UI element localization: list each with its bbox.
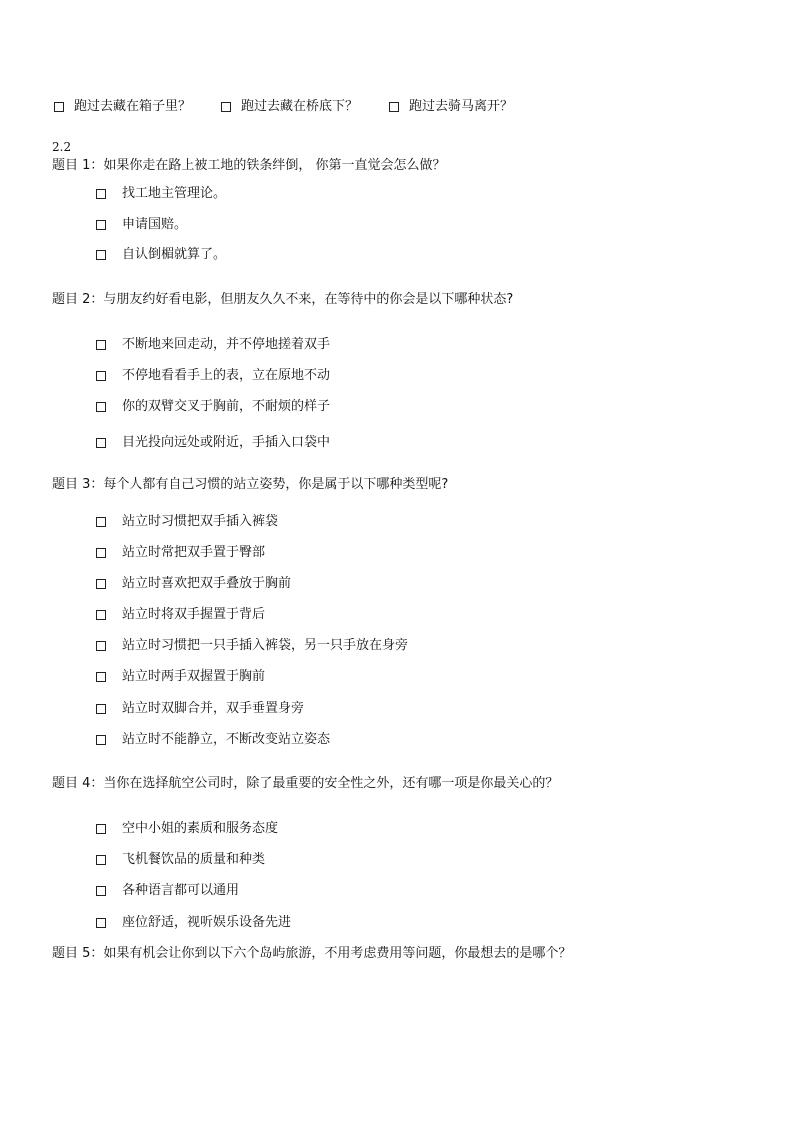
option-label: 不停地看看手上的表，立在原地不动 [122,368,331,383]
option-label: 站立时双脚合并，双手垂置身旁 [122,701,305,716]
question-3-option-3[interactable] [96,576,696,592]
checkbox[interactable] [389,102,399,112]
checkbox[interactable] [96,340,106,350]
question-4-text: 题目 4：当你在选择航空公司时，除了最重要的安全性之外，还有哪一项是你最关心的？ [52,776,559,791]
question-3-option-1[interactable] [96,514,696,530]
option-label: 跑过去藏在桥底下？ [241,99,359,114]
question-3-option-5[interactable] [96,638,696,654]
option-label: 你的双臂交叉于胸前，不耐烦的样子 [122,399,331,414]
option-label: 不断地来回走动，并不停地搓着双手 [122,337,331,352]
option-label: 座位舒适，视听娱乐设备先进 [122,915,292,930]
question-3-option-8[interactable] [96,732,696,748]
option-label: 跑过去骑马离开？ [409,99,514,114]
question-1-option-3[interactable] [96,247,696,263]
option-label: 自认倒楣就算了。 [122,247,227,262]
checkbox[interactable] [96,438,106,448]
option-hide-in-box[interactable] [54,99,214,115]
checkbox[interactable] [96,672,106,682]
option-hide-under-bridge[interactable] [221,99,381,115]
question-2-option-2[interactable] [96,368,696,384]
section-number: 2.2 [52,140,72,154]
question-1-option-2[interactable] [96,217,696,233]
checkbox[interactable] [96,824,106,834]
checkbox[interactable] [96,579,106,589]
question-4-option-1[interactable] [96,821,696,837]
question-3-option-6[interactable] [96,669,696,685]
question-2-option-1[interactable] [96,337,696,353]
question-2-option-4[interactable] [96,435,696,451]
checkbox[interactable] [96,704,106,714]
checkbox[interactable] [96,250,106,260]
question-5-text: 题目 5：如果有机会让你到以下六个岛屿旅游，不用考虑费用等问题，你最想去的是哪个？ [52,946,572,961]
checkbox[interactable] [96,548,106,558]
question-4-option-2[interactable] [96,852,696,868]
option-label: 飞机餐饮品的质量和种类 [122,852,266,867]
question-3-text: 题目 3：每个人都有自己习惯的站立姿势，你是属于以下哪种类型呢? [52,477,449,492]
checkbox[interactable] [221,102,231,112]
option-label: 站立时习惯把一只手插入裤袋，另一只手放在身旁 [122,638,409,653]
checkbox[interactable] [96,918,106,928]
question-4-option-4[interactable] [96,915,696,931]
question-3-option-4[interactable] [96,607,696,623]
option-label: 站立时将双手握置于背后 [122,607,266,622]
option-ride-horse[interactable] [389,99,549,115]
option-label: 跑过去藏在箱子里？ [74,99,192,114]
option-label: 站立时两手双握置于胸前 [122,669,266,684]
checkbox[interactable] [54,102,64,112]
checkbox[interactable] [96,402,106,412]
question-2-option-3[interactable] [96,399,696,415]
checkbox[interactable] [96,735,106,745]
checkbox[interactable] [96,189,106,199]
option-label: 目光投向远处或附近，手插入口袋中 [122,435,331,450]
option-label: 空中小姐的素质和服务态度 [122,821,279,836]
option-label: 站立时喜欢把双手叠放于胸前 [122,576,292,591]
question-1-text: 题目 1：如果你走在路上被工地的铁条绊倒， 你第一直觉会怎么做？ [52,158,446,173]
option-label: 站立时常把双手置于臀部 [122,545,266,560]
checkbox[interactable] [96,641,106,651]
question-3-option-2[interactable] [96,545,696,561]
checkbox[interactable] [96,610,106,620]
checkbox[interactable] [96,886,106,896]
checkbox[interactable] [96,371,106,381]
option-label: 找工地主管理论。 [122,186,227,201]
checkbox[interactable] [96,855,106,865]
question-2-text: 题目 2：与朋友约好看电影，但朋友久久不来，在等待中的你会是以下哪种状态? [52,292,514,307]
question-1-option-1[interactable] [96,186,696,202]
question-4-option-3[interactable] [96,883,696,899]
checkbox[interactable] [96,517,106,527]
option-label: 申请国赔。 [122,217,188,232]
option-label: 各种语言都可以通用 [122,883,240,898]
option-label: 站立时不能静立，不断改变站立姿态 [122,732,331,747]
option-label: 站立时习惯把双手插入裤袋 [122,514,279,529]
checkbox[interactable] [96,220,106,230]
question-3-option-7[interactable] [96,701,696,717]
